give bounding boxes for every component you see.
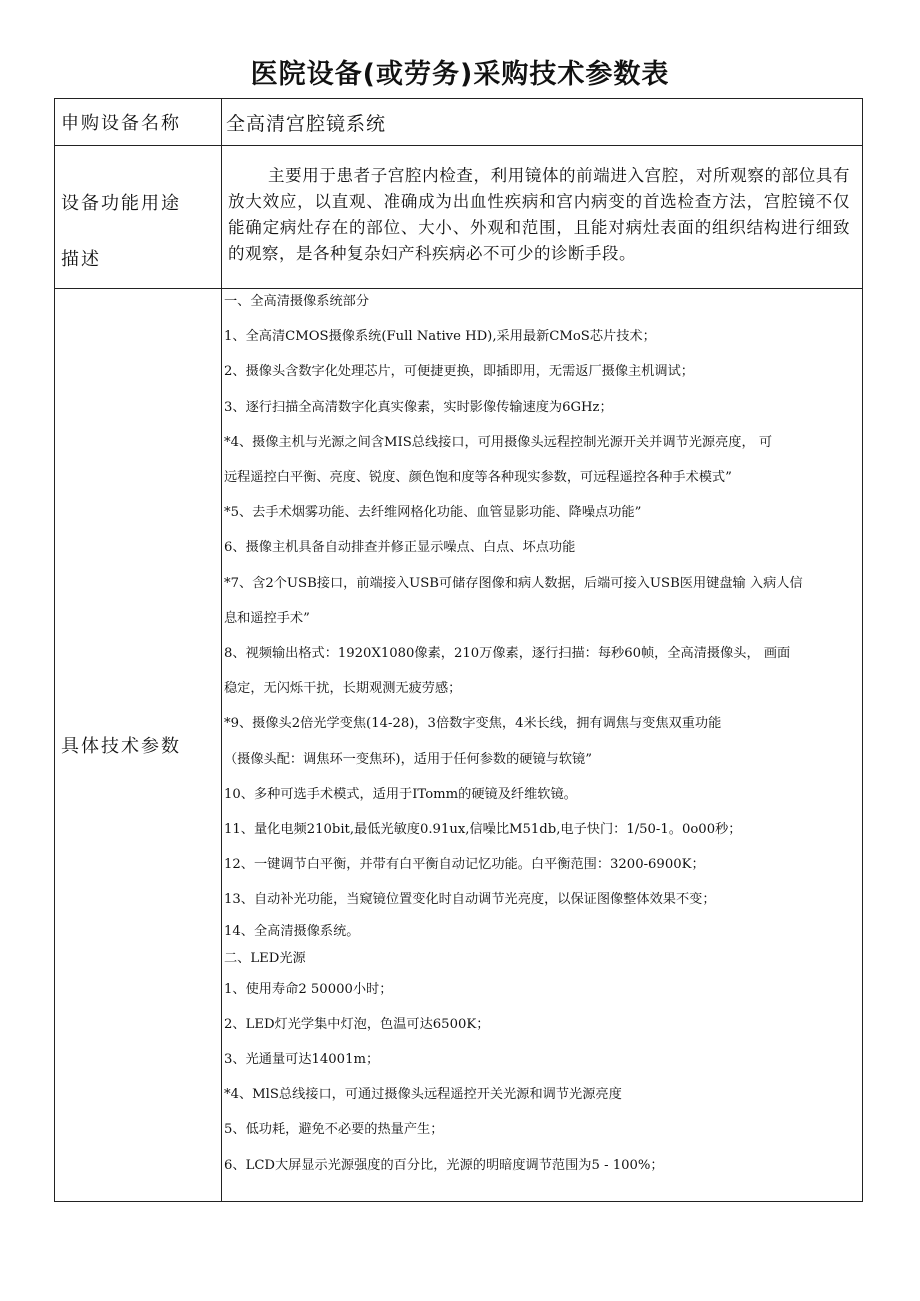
param-line: 5、低功耗，避免不必要的热量产生； bbox=[224, 1122, 444, 1138]
params-cell bbox=[222, 289, 863, 1202]
param-line: 二、LED光源 bbox=[224, 950, 306, 966]
param-line: 2、摄像头含数字化处理芯片，可便捷更换，即插即用，无需返厂摄像主机调试； bbox=[224, 364, 694, 380]
device-name-label: 申购设备名称 bbox=[55, 99, 222, 146]
param-line: 13、自动补光功能，当窥镜位置变化时自动调节光亮度，以保证图像整体效果不变； bbox=[224, 892, 716, 908]
param-line: 一、全高清摄像系统部分 bbox=[224, 294, 370, 309]
param-line: 1、全高清CMOS摄像系统(Full Native HD),采用最新CMoS芯片技术； bbox=[224, 329, 656, 345]
function-description-text: 主要用于患者子宫腔内检查，利用镜体的前端进入宫腔，对所观察的部位具有放大效应，以直观、准确成为出血性疾病和宫内病变的首选检查方法，宫腔镜不仅能确定病灶存在的部位、大小、外观和范围，且能对病灶表面的组织结构进行细致的观察，是各种复杂妇产科疾病必不可少的诊断手段。 bbox=[228, 166, 850, 263]
param-line: 10、多种可选手术模式，适用于ITomm的硬镜及纤维软镜。 bbox=[224, 786, 577, 802]
param-line: 6、摄像主机具备自动排查并修正显示噪点、白点、坏点功能 bbox=[224, 540, 576, 556]
params-label: 具体技术参数 bbox=[55, 289, 222, 1202]
param-line: 远程遥控白平衡、亮度、锐度、颜色饱和度等各种现实参数，可远程遥控各种手术模式” bbox=[224, 470, 732, 486]
function-label bbox=[55, 146, 222, 289]
function-description bbox=[222, 146, 863, 289]
function-label-line1: 设备功能用途 bbox=[61, 193, 181, 214]
document-title: 医院设备(或劳务)采购技术参数表 bbox=[250, 59, 670, 90]
param-line: *5、去手术烟雾功能、去纤维网格化功能、血管显影功能、降噪点功能” bbox=[224, 505, 642, 521]
row-device-name bbox=[55, 99, 863, 146]
param-line: *4、摄像主机与光源之间含MIS总线接口，可用摄像头远程控制光源开关并调节光源亮度， 可 bbox=[224, 434, 773, 450]
device-name-value: 全高清宫腔镜系统 bbox=[222, 99, 863, 146]
param-line: *7、含2个USB接口，前端接入USB可储存图像和病人数据，后端可接入USB医用键盘输 入病人信 bbox=[224, 575, 803, 591]
param-line: 2、LED灯光学集中灯泡，色温可达6500K； bbox=[224, 1016, 490, 1032]
param-line: 11、量化电频210bit,最低光敏度0.91ux,信噪比M51db,电子快门：1/50-1。0o00秒； bbox=[224, 822, 742, 838]
param-line: 6、LCD大屏显示光源强度的百分比，光源的明暗度调节范围为5 - 100%； bbox=[224, 1157, 664, 1173]
param-line: （摄像头配：调焦环一变焦环)，适用于任何参数的硬镜与软镜” bbox=[224, 751, 592, 767]
spec-table bbox=[54, 98, 863, 1202]
param-line: 8、视频输出格式：1920X1080像素，210万像素，逐行扫描：每秒60帧，全高清摄像头， 画面 bbox=[224, 646, 791, 662]
row-params bbox=[55, 289, 863, 1202]
param-line: 3、光通量可达14001m； bbox=[224, 1052, 380, 1068]
param-line: 1、使用寿命2 50000小时； bbox=[224, 981, 393, 997]
function-label-line2: 描述 bbox=[61, 249, 101, 270]
param-line: 息和遥控手术” bbox=[224, 610, 310, 626]
param-line: 14、全高清摄像系统。 bbox=[224, 923, 360, 939]
param-line: *4、MlS总线接口，可通过摄像头远程遥控开关光源和调节光源亮度 bbox=[224, 1087, 622, 1103]
param-line: 12、一键调节白平衡，并带有白平衡自动记忆功能。白平衡范围：3200-6900K； bbox=[224, 857, 705, 873]
param-line: 稳定，无闪烁干扰，长期观测无疲劳感； bbox=[224, 681, 462, 697]
row-function bbox=[55, 146, 863, 289]
params-list bbox=[222, 284, 862, 1183]
param-line: *9、摄像头2倍光学变焦(14-28)，3倍数字变焦，4米长线，拥有调焦与变焦双重功能 bbox=[224, 716, 722, 732]
param-line: 3、逐行扫描全高清数字化真实像素，实时影像传输速度为6GHz； bbox=[224, 399, 613, 415]
